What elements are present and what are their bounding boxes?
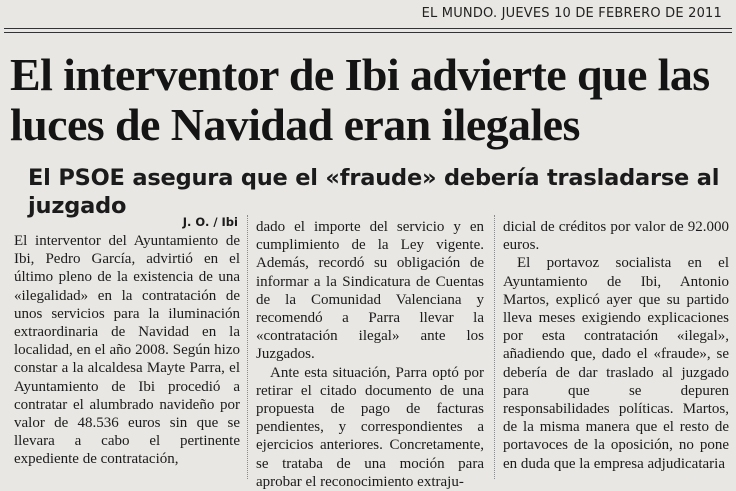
column-divider xyxy=(494,215,495,479)
paragraph: dicial de créditos por valor de 92.000 euros. xyxy=(503,219,729,254)
headline: El interventor de Ibi advierte que las luces de Navidad eran ilegales xyxy=(10,49,710,150)
byline: J. O. / Ibi xyxy=(182,215,238,229)
subheadline: El PSOE asegura que el «fraude» debería trasladarse al juzgado xyxy=(28,165,720,219)
dateline: EL MUNDO. JUEVES 10 DE FEBRERO DE 2011 xyxy=(421,6,722,21)
paragraph: El portavoz socialista en el Ayuntamiento de Ibi, Antonio Martos, explicó ayer que su partido lleva meses exigiendo explicaciones por esta contratación «ilegal», añadiendo que, dado el «fraude», se debería de dar traslado al juzgado para que se depuren responsabilidades políticas. Martos, de la misma manera que el resto de portavoces de la oposición, no pone en duda que la empresa adjudicataria xyxy=(503,255,729,472)
column-divider xyxy=(247,215,248,479)
paragraph: Ante esta situación, Parra optó por retirar el citado documento de una propuesta de pago de facturas pendientes, y correspondientes a ejercicios anteriores. Concretamente, se trataba de una moción para aprobar el reconocimiento extraju- xyxy=(256,364,484,490)
article-column-3 xyxy=(503,218,729,473)
paragraph: dado el importe del servicio y en cumplimiento de la Ley vigente. Además, recordó su obligación de informar a la Sindicatura de Cuentas de la Comunidad Valenciana y recomendó a Parra llevar la «contratación ilegal» ante los Juzgados. xyxy=(256,219,484,363)
article-column-1 xyxy=(14,215,240,469)
paragraph: El interventor del Ayuntamiento de Ibi, Pedro García, advirtió en el último pleno de la existencia de una «ilegalidad» en la contratación de unos servicios para la iluminación extraordinaria de Navidad en la localidad, en el año 2008. Según hizo constar a la alcaldesa Mayte Parra, el Ayuntamiento de Ibi procedió a contratar el alumbrado navideño por valor de 48.536 euros sin que se llevara a cabo el pertinente expediente de contratación, xyxy=(14,233,240,468)
header-rule-secondary xyxy=(4,32,732,33)
article-column-2 xyxy=(256,218,484,491)
header-rule xyxy=(4,28,732,29)
